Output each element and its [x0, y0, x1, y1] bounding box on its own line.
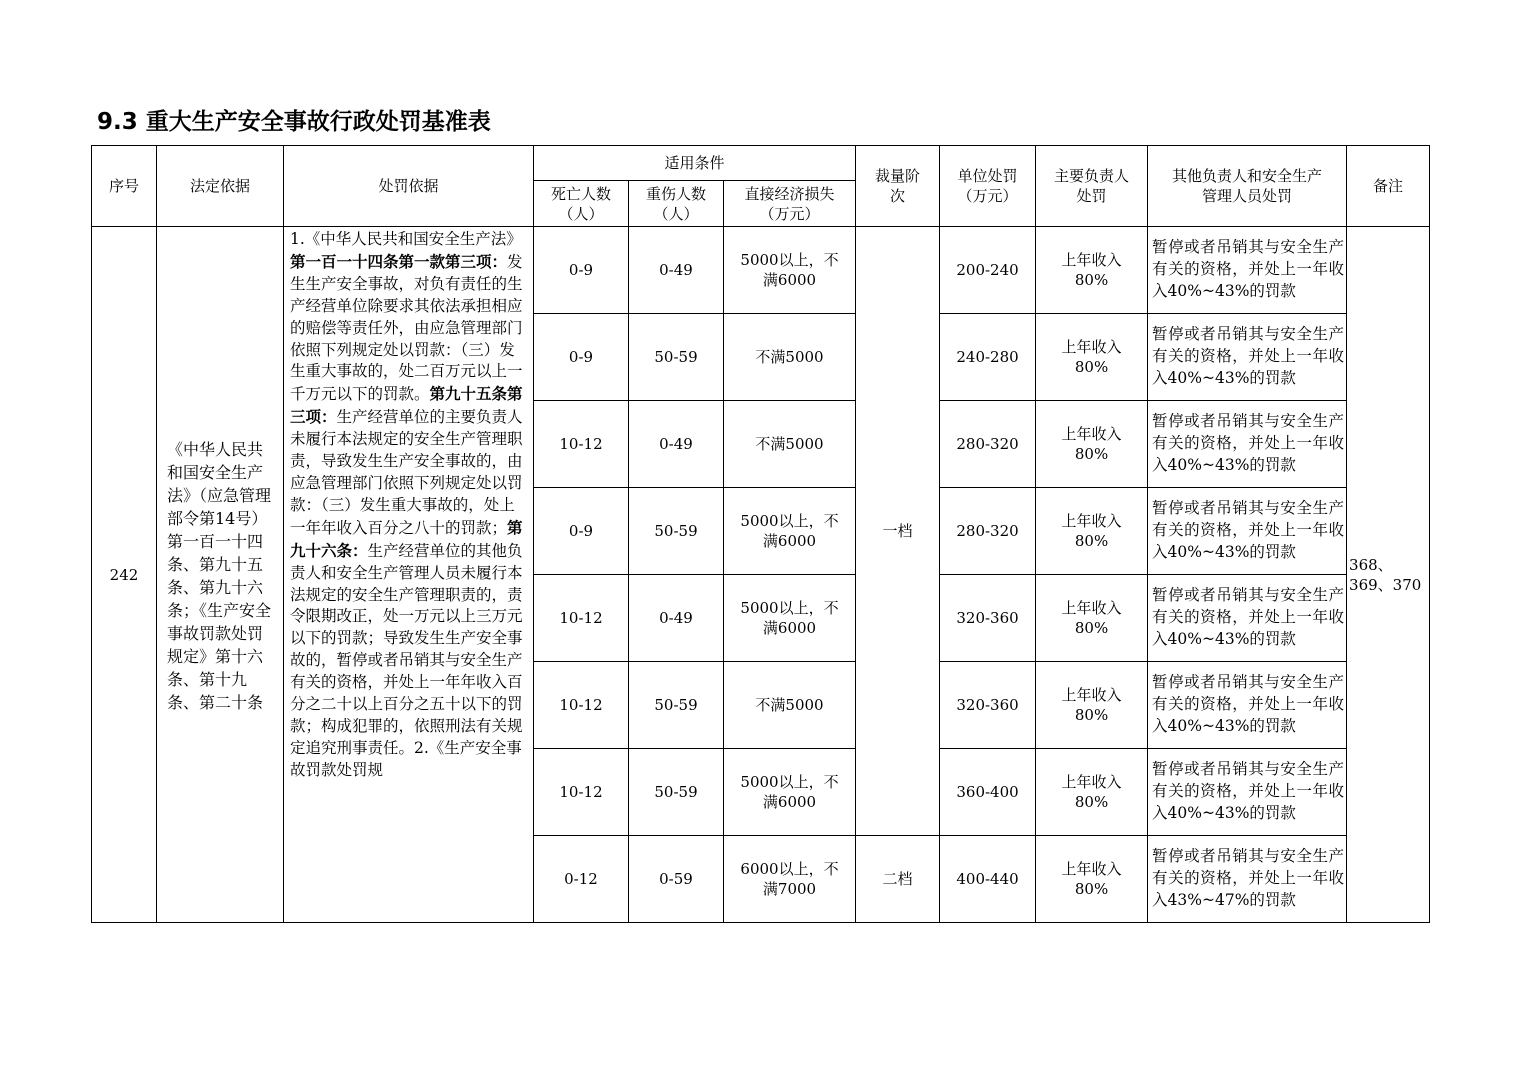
cell-unit-penalty: 320-360 — [940, 662, 1036, 749]
cell-loss: 5000以上，不满6000 — [724, 749, 856, 836]
cell-injuries: 0-49 — [629, 575, 724, 662]
cell-others-penalty: 暂停或者吊销其与安全生产有关的资格，并处上一年收入43%~47%的罚款 — [1148, 836, 1347, 923]
cell-others-penalty: 暂停或者吊销其与安全生产有关的资格，并处上一年收入40%~43%的罚款 — [1148, 401, 1347, 488]
header-loss: 直接经济损失（万元） — [724, 181, 856, 227]
penalty-basis-segment: 生产经营单位的其他负责人和安全生产管理人员未履行本法规定的安全生产管理职责的，责令限期改正，处一万元以上三万元以下的罚款；导致发生生产安全事故的，暂停或者吊销其与安全生产有关的资格，并处上一年年收入百分之二十以上百分之五十以下的罚款；构成犯罪的，依照刑法有关规定追究刑事责任。 — [290, 541, 523, 757]
cell-deaths: 10-12 — [534, 401, 629, 488]
cell-deaths: 10-12 — [534, 662, 629, 749]
table-row — [92, 227, 1430, 314]
cell-injuries: 0-49 — [629, 227, 724, 314]
header-others-penalty: 其他负责人和安全生产管理人员处罚 — [1148, 146, 1347, 227]
cell-others-penalty: 暂停或者吊销其与安全生产有关的资格，并处上一年收入40%~43%的罚款 — [1148, 488, 1347, 575]
cell-injuries: 50-59 — [629, 488, 724, 575]
header-level: 裁量阶次 — [856, 146, 940, 227]
cell-unit-penalty: 240-280 — [940, 314, 1036, 401]
cell-deaths: 10-12 — [534, 749, 629, 836]
cell-loss: 不满5000 — [724, 314, 856, 401]
cell-unit-penalty: 320-360 — [940, 575, 1036, 662]
header-legal-basis: 法定依据 — [157, 146, 284, 227]
cell-deaths: 0-9 — [534, 488, 629, 575]
header-unit-penalty: 单位处罚（万元） — [940, 146, 1036, 227]
cell-principal-penalty: 上年收入80% — [1036, 488, 1148, 575]
cell-others-penalty: 暂停或者吊销其与安全生产有关的资格，并处上一年收入40%~43%的罚款 — [1148, 749, 1347, 836]
cell-loss: 5000以上，不满6000 — [724, 575, 856, 662]
cell-unit-penalty: 200-240 — [940, 227, 1036, 314]
record-remark: 368、369、370 — [1347, 227, 1430, 923]
header-injuries: 重伤人数（人） — [629, 181, 724, 227]
page-title: 9.3 重大生产安全事故行政处罚基准表 — [97, 109, 491, 135]
cell-loss: 6000以上，不满7000 — [724, 836, 856, 923]
cell-principal-penalty: 上年收入80% — [1036, 227, 1148, 314]
penalty-basis-segment: 第一百一十四条第一款第三项： — [290, 251, 508, 271]
cell-deaths: 10-12 — [534, 575, 629, 662]
cell-deaths: 0-12 — [534, 836, 629, 923]
cell-others-penalty: 暂停或者吊销其与安全生产有关的资格，并处上一年收入40%~43%的罚款 — [1148, 575, 1347, 662]
header-seq: 序号 — [92, 146, 157, 227]
cell-unit-penalty: 400-440 — [940, 836, 1036, 923]
penalty-basis-segment: 发生生产安全事故，对负有责任的生产经营单位除要求其依法承担相应的赔偿等责任外，由应急管理部门依照下列规定处以罚款：（三）发生重大事故的，处二百万元以上一千万元以下的罚款。 — [290, 252, 523, 404]
cell-injuries: 50-59 — [629, 662, 724, 749]
cell-deaths: 0-9 — [534, 314, 629, 401]
cell-loss: 5000以上，不满6000 — [724, 488, 856, 575]
cell-principal-penalty: 上年收入80% — [1036, 662, 1148, 749]
penalty-basis-segment: 第九十五条第三项： — [290, 384, 523, 427]
cell-others-penalty: 暂停或者吊销其与安全生产有关的资格，并处上一年收入40%~43%的罚款 — [1148, 314, 1347, 401]
cell-principal-penalty: 上年收入80% — [1036, 836, 1148, 923]
cell-loss: 5000以上，不满6000 — [724, 227, 856, 314]
cell-injuries: 50-59 — [629, 749, 724, 836]
header-principal-penalty: 主要负责人处罚 — [1036, 146, 1148, 227]
cell-level-1: 一档 — [856, 227, 940, 836]
cell-level-2: 二档 — [856, 836, 940, 923]
cell-unit-penalty: 280-320 — [940, 401, 1036, 488]
cell-unit-penalty: 280-320 — [940, 488, 1036, 575]
cell-principal-penalty: 上年收入80% — [1036, 749, 1148, 836]
cell-unit-penalty: 360-400 — [940, 749, 1036, 836]
cell-others-penalty: 暂停或者吊销其与安全生产有关的资格，并处上一年收入40%~43%的罚款 — [1148, 662, 1347, 749]
record-seq: 242 — [92, 227, 157, 923]
header-remark: 备注 — [1347, 146, 1430, 227]
cell-injuries: 0-49 — [629, 401, 724, 488]
penalty-basis-segment: 生产经营单位的主要负责人未履行本法规定的安全生产管理职责，导致发生生产安全事故的，由应急管理部门依照下列规定处以罚款：（三）发生重大事故的，处上一年年收入百分之八十的罚款； — [290, 408, 523, 537]
cell-principal-penalty: 上年收入80% — [1036, 575, 1148, 662]
cell-injuries: 50-59 — [629, 314, 724, 401]
penalty-basis-segment: 1.《中华人民共和国安全生产法》 — [290, 230, 522, 248]
penalty-basis-segment: 第九十六条： — [290, 517, 523, 560]
cell-principal-penalty: 上年收入80% — [1036, 401, 1148, 488]
header-conditions: 适用条件 — [534, 146, 856, 181]
cell-loss: 不满5000 — [724, 401, 856, 488]
cell-deaths: 0-9 — [534, 227, 629, 314]
header-deaths: 死亡人数（人） — [534, 181, 629, 227]
header-penalty-basis: 处罚依据 — [284, 146, 534, 227]
penalty-basis-segment: 2.《生产安全事故罚款处罚规 — [290, 738, 522, 779]
record-legal-basis: 《中华人民共和国安全生产法》（应急管理部令第14号）第一百一十四条、第九十五条、第九十六条；《生产安全事故罚款处罚规定》第十六条、第十九条、第二十条 — [157, 227, 284, 923]
cell-principal-penalty: 上年收入80% — [1036, 314, 1148, 401]
record-penalty-basis — [284, 227, 534, 923]
cell-others-penalty: 暂停或者吊销其与安全生产有关的资格，并处上一年收入40%~43%的罚款 — [1148, 227, 1347, 314]
penalty-table — [91, 145, 1430, 923]
cell-loss: 不满5000 — [724, 662, 856, 749]
cell-injuries: 0-59 — [629, 836, 724, 923]
